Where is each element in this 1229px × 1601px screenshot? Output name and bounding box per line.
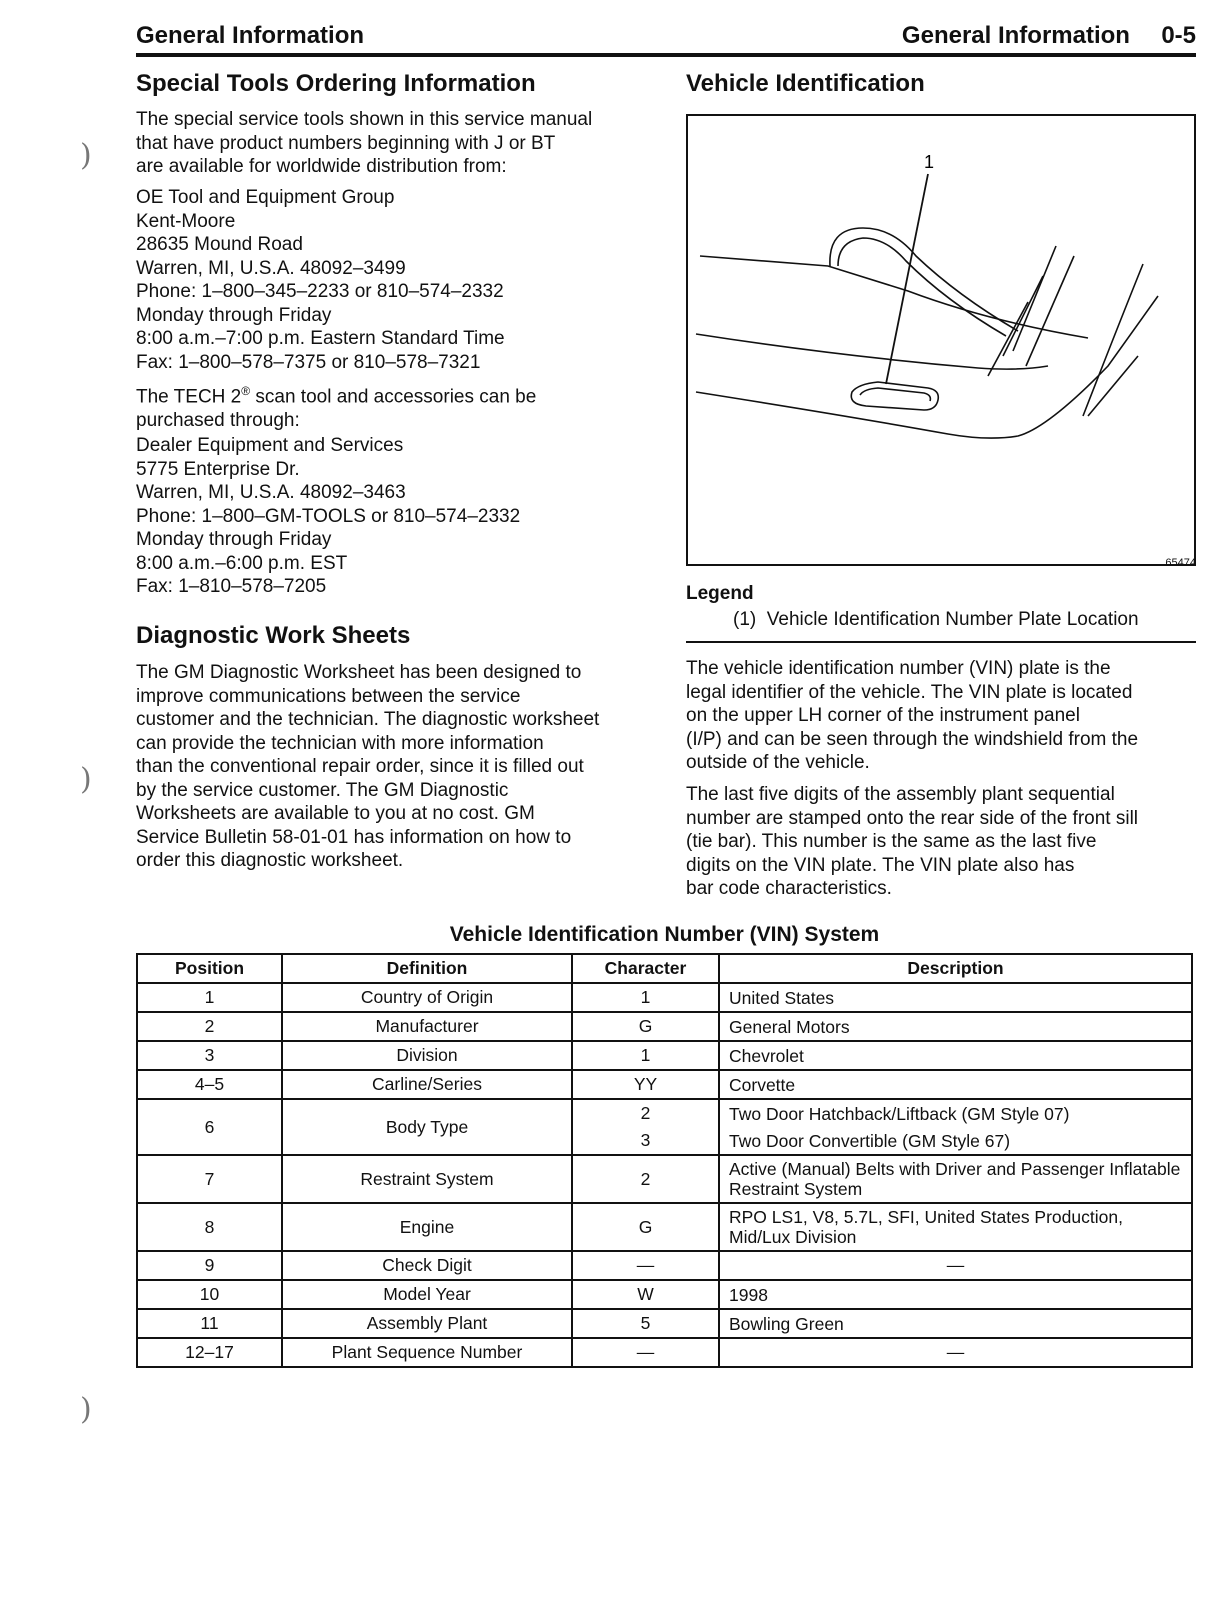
- table-row: [137, 1041, 1192, 1070]
- figure-number: 65474: [1165, 557, 1196, 569]
- vin-plate-paragraph: The vehicle identification number (VIN) plate is the legal identifier of the vehicle. The VIN plate is located on the upper LH corner of the instrument panel (I/P) and can be seen through the windshield from the outside of the vehicle.: [686, 658, 1139, 773]
- callout-leader: [886, 174, 928, 384]
- special-tools-intro: The special service tools shown in this service manual that have product numbers beginning with J or BT are available for worldwide distribution from:: [136, 109, 593, 177]
- worksheets-heading: Diagnostic Work Sheets: [136, 622, 411, 649]
- running-header-right: [902, 22, 1196, 50]
- description-cell: —: [719, 1251, 1192, 1280]
- legend-rule: [686, 641, 1196, 643]
- description-cell: Chevrolet: [719, 1041, 1192, 1070]
- table-row: [137, 1155, 1192, 1203]
- table-row: [137, 1309, 1192, 1338]
- table-row: [137, 1338, 1192, 1367]
- description-cell: RPO LS1, V8, 5.7L, SFI, United States Production, Mid/Lux Division: [719, 1203, 1192, 1251]
- position-cell: 6: [137, 1099, 282, 1155]
- description-cell: —: [719, 1338, 1192, 1367]
- definition-cell: Body Type: [282, 1099, 572, 1155]
- definition-cell: Plant Sequence Number: [282, 1338, 572, 1367]
- character-cell: 3: [572, 1127, 719, 1155]
- definition-cell: Assembly Plant: [282, 1309, 572, 1338]
- position-cell: 7: [137, 1155, 282, 1203]
- position-cell: 1: [137, 983, 282, 1012]
- windshield-pillar: [1083, 264, 1143, 416]
- vent-arch: [830, 228, 1018, 331]
- definition-cell: Restraint System: [282, 1155, 572, 1203]
- character-cell: 1: [572, 1041, 719, 1070]
- sequence-number-paragraph: The last five digits of the assembly plant sequential number are stamped onto the rear side of the front sill (tie bar). This number is the same as the last five digits on the VIN plate. The VIN plate also has bar code characteristics.: [686, 784, 1139, 899]
- dash-top-line: [700, 256, 1088, 338]
- description-cell: Active (Manual) Belts with Driver and Passenger Inflatable Restraint System: [719, 1155, 1192, 1203]
- position-cell: 12–17: [137, 1338, 282, 1367]
- description-cell: Two Door Hatchback/Liftback (GM Style 07): [719, 1099, 1192, 1127]
- vin-system-table: [136, 953, 1193, 1368]
- binding-mark: ): [80, 138, 92, 173]
- special-tools-heading: Special Tools Ordering Information: [136, 70, 536, 97]
- vin-table-title: Vehicle Identification Number (VIN) System: [449, 923, 880, 946]
- description-cell: Bowling Green: [719, 1309, 1192, 1338]
- definition-cell: Division: [282, 1041, 572, 1070]
- dash-lower-line: [696, 296, 1158, 438]
- table-row: [137, 1203, 1192, 1251]
- page-number: 0-5: [1161, 22, 1196, 49]
- vin-plate: [851, 382, 938, 410]
- definition-cell: Model Year: [282, 1280, 572, 1309]
- binding-mark: ): [80, 1392, 92, 1427]
- tech2-paragraph: The TECH 2® scan tool and accessories can be purchased through:: [136, 384, 537, 431]
- dashboard-windshield-drawing: [688, 116, 1194, 564]
- vehicle-identification-heading: Vehicle Identification: [686, 70, 925, 97]
- legend-item: (1) Vehicle Identification Number Plate Location: [733, 609, 1139, 630]
- definition-cell: Check Digit: [282, 1251, 572, 1280]
- description-cell: General Motors: [719, 1012, 1192, 1041]
- vin-plate-illustration: [686, 114, 1196, 566]
- position-cell: 9: [137, 1251, 282, 1280]
- description-cell: United States: [719, 983, 1192, 1012]
- table-row: [137, 1099, 1192, 1127]
- table-row: [137, 1012, 1192, 1041]
- position-cell: 3: [137, 1041, 282, 1070]
- definition-cell: Carline/Series: [282, 1070, 572, 1099]
- column-header: Definition: [282, 954, 572, 983]
- description-cell: Two Door Convertible (GM Style 67): [719, 1127, 1192, 1155]
- character-cell: 2: [572, 1155, 719, 1203]
- character-cell: G: [572, 1203, 719, 1251]
- column-header: Description: [719, 954, 1192, 983]
- binding-mark: ): [80, 762, 92, 797]
- character-cell: 2: [572, 1099, 719, 1127]
- character-cell: YY: [572, 1070, 719, 1099]
- callout-number: 1: [924, 152, 935, 172]
- vin-table-body: [137, 983, 1192, 1367]
- description-cell: 1998: [719, 1280, 1192, 1309]
- dealer-address: Dealer Equipment and Services 5775 Enterprise Dr. Warren, MI, U.S.A. 48092–3463 Phone: 1–800–GM-TOOLS or 810–574–2332 Monday through Friday 8:00 a.m.–6:00 p.m. EST Fax: 1–810–578–7205: [136, 435, 521, 597]
- table-row: [137, 1280, 1192, 1309]
- character-cell: —: [572, 1338, 719, 1367]
- character-cell: G: [572, 1012, 719, 1041]
- definition-cell: Manufacturer: [282, 1012, 572, 1041]
- definition-cell: Country of Origin: [282, 983, 572, 1012]
- position-cell: 10: [137, 1280, 282, 1309]
- worksheets-body: The GM Diagnostic Worksheet has been designed to improve communications between the service customer and the technician. The diagnostic worksheet can provide the technician with more information than the conventional repair order, since it is filled out by the service customer. The GM Diagnostic Worksheets are available to you at no cost. GM Service Bulletin 58-01-01 has information on how to order this diagnostic worksheet.: [136, 662, 600, 871]
- position-cell: 11: [137, 1309, 282, 1338]
- legend-title: Legend: [686, 583, 754, 604]
- character-cell: 5: [572, 1309, 719, 1338]
- character-cell: W: [572, 1280, 719, 1309]
- column-header: Position: [137, 954, 282, 983]
- kent-moore-address: OE Tool and Equipment Group Kent-Moore 28635 Mound Road Warren, MI, U.S.A. 48092–3499 Phone: 1–800–345–2233 or 810–574–2332 Monday through Friday 8:00 a.m.–7:00 p.m. Eastern Standard Time Fax: 1–800–578–7375 or 810–578–7321: [136, 187, 505, 373]
- position-cell: 8: [137, 1203, 282, 1251]
- table-header-row: [137, 954, 1192, 983]
- column-header: Character: [572, 954, 719, 983]
- table-row: [137, 983, 1192, 1012]
- position-cell: 2: [137, 1012, 282, 1041]
- header-rule: [136, 53, 1196, 57]
- running-header-title: General Information: [901, 22, 1130, 49]
- position-cell: 4–5: [137, 1070, 282, 1099]
- character-cell: 1: [572, 983, 719, 1012]
- definition-cell: Engine: [282, 1203, 572, 1251]
- table-row: [137, 1070, 1192, 1099]
- character-cell: —: [572, 1251, 719, 1280]
- running-header-left: General Information: [136, 22, 365, 49]
- table-row: [137, 1251, 1192, 1280]
- description-cell: Corvette: [719, 1070, 1192, 1099]
